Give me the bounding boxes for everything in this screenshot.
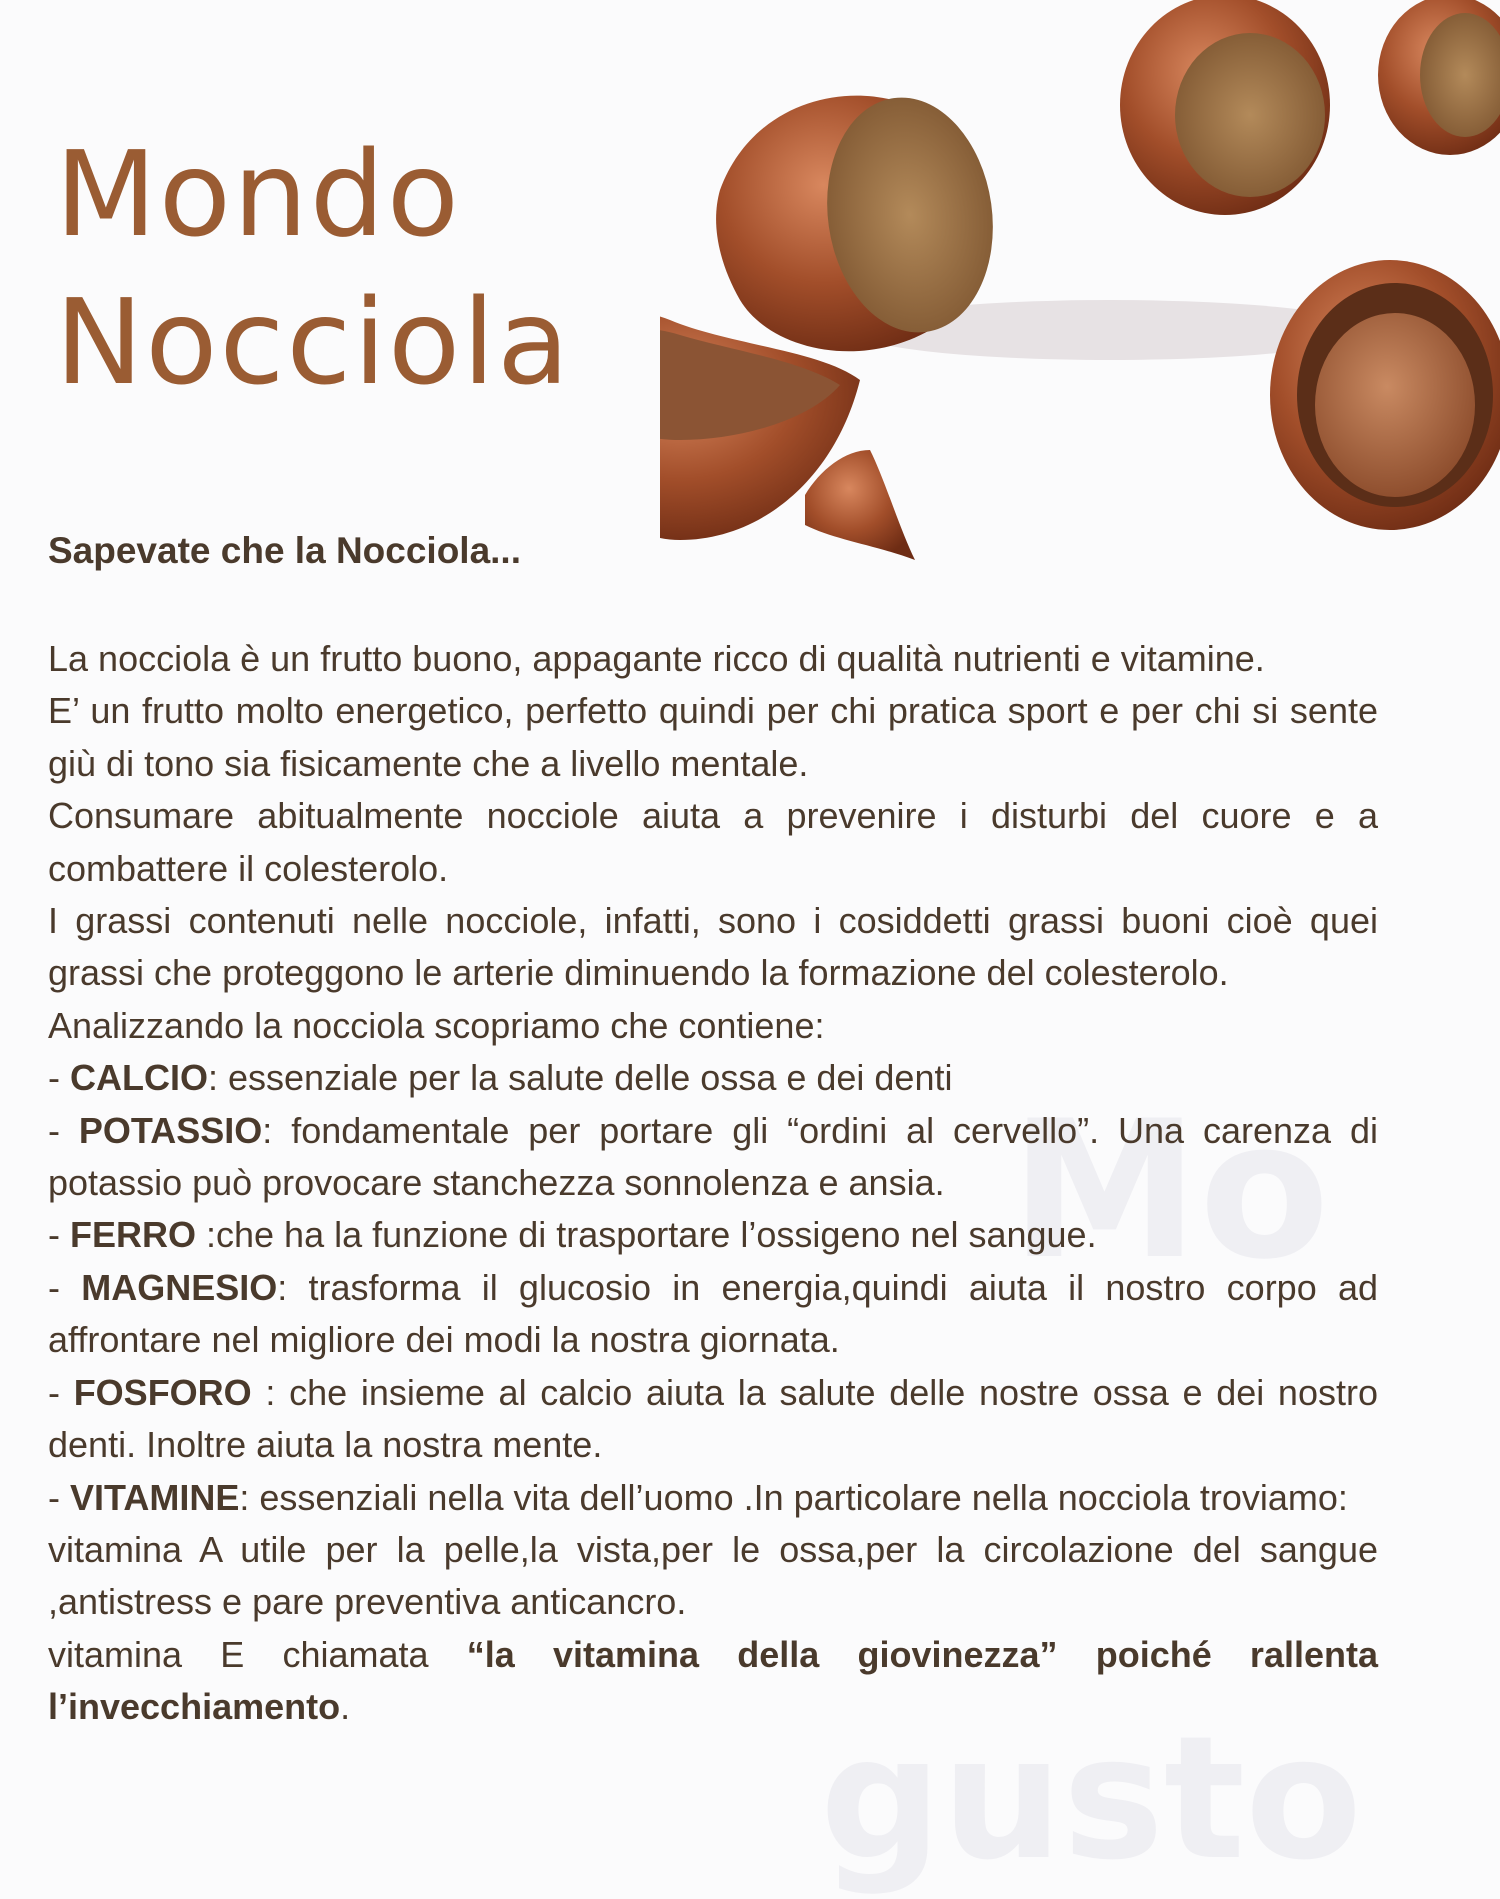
- nutrient-item: [48, 1262, 1378, 1367]
- nutrient-name: VITAMINE: [70, 1476, 240, 1518]
- item-dash: -: [48, 1214, 70, 1256]
- nutrient-item: [48, 1472, 1378, 1524]
- title-line-1: Mondo: [55, 125, 461, 263]
- background-watermark-2: gusto: [820, 1700, 1362, 1898]
- hazelnuts-image: [660, 0, 1500, 580]
- nutrient-item: [48, 1367, 1378, 1472]
- paragraph-heart: Consumare abitualmente nocciole aiuta a prevenire i disturbi del cuore e a combattere il colesterolo.: [48, 795, 1378, 889]
- item-dash: -: [48, 1476, 70, 1518]
- item-dash: -: [48, 1266, 82, 1308]
- hazelnut-shell-fragment: [805, 450, 915, 560]
- nutrient-item: [48, 1052, 1378, 1104]
- nutrient-description: : essenziali nella vita dell’uomo .In particolare nella nocciola troviamo:: [239, 1476, 1348, 1518]
- item-dash: -: [48, 1371, 74, 1413]
- page-title: [55, 120, 571, 416]
- nutrient-description: : essenziale per la salute delle ossa e dei denti: [208, 1057, 953, 1099]
- hazelnut-kernel: [1315, 313, 1475, 497]
- item-dash: -: [48, 1109, 79, 1151]
- nutrient-description: : fondamentale per portare gli “ordini al cervello”. Una carenza di potassio può provocare stanchezza sonnolenza e ansia.: [48, 1109, 1378, 1204]
- paragraph-intro: La nocciola è un frutto buono, appagante ricco di qualità nutrienti e vitamine.: [48, 638, 1265, 679]
- nutrient-name: MAGNESIO: [81, 1266, 278, 1308]
- vitamin-e-text: vitamina E chiamata: [48, 1633, 467, 1675]
- paragraph-fats: I grassi contenuti nelle nocciole, infatti, sono i cosiddetti grassi buoni cioè quei grassi che proteggono le arterie diminuendo la formazione del colesterolo.: [48, 900, 1378, 994]
- nutrient-description: : che insieme al calcio aiuta la salute delle nostre ossa e dei nostro denti. Inoltre aiuta la nostra mente.: [48, 1371, 1378, 1466]
- vitamin-e-end: .: [340, 1686, 351, 1728]
- hazelnut-back-cap: [1175, 33, 1325, 197]
- nutrient-description: :che ha la funzione di trasportare l’ossigeno nel sangue.: [196, 1214, 1097, 1256]
- nutrient-description: : trasforma il glucosio in energia,quindi aiuta il nostro corpo ad affrontare nel migliore dei modi la nostra giornata.: [48, 1266, 1378, 1361]
- nutrient-item: [48, 1209, 1378, 1261]
- nutrient-name: POTASSIO: [78, 1109, 263, 1151]
- vitamin-e-highlight: “la vitamina della giovinezza” poiché rallenta l’invecchiamento: [48, 1633, 1378, 1728]
- nutrient-item: [48, 1105, 1378, 1210]
- paragraph-analysis: Analizzando la nocciola scopriamo che contiene:: [48, 1004, 825, 1046]
- nutrient-name: FOSFORO: [73, 1371, 252, 1413]
- item-dash: -: [48, 1057, 70, 1099]
- title-line-2: Nocciola: [55, 273, 572, 411]
- paragraph-vitamin-a: vitamina A utile per la pelle,la vista,per le ossa,per la circolazione del sangue ,antistress e pare preventiva anticancro.: [48, 1528, 1378, 1623]
- background-watermark: Mo: [1010, 1080, 1330, 1301]
- article-body: [48, 633, 1378, 1734]
- intro-heading: Sapevate che la Nocciola...: [48, 530, 521, 571]
- nutrient-name: CALCIO: [70, 1057, 208, 1099]
- paragraph-energy: E’ un frutto molto energetico, perfetto quindi per chi pratica sport e per chi si sente giù di tono sia fisicamente che a livello mentale.: [48, 690, 1378, 784]
- paragraph-vitamin-e: [48, 1629, 1378, 1734]
- nutrient-name: FERRO: [70, 1214, 196, 1256]
